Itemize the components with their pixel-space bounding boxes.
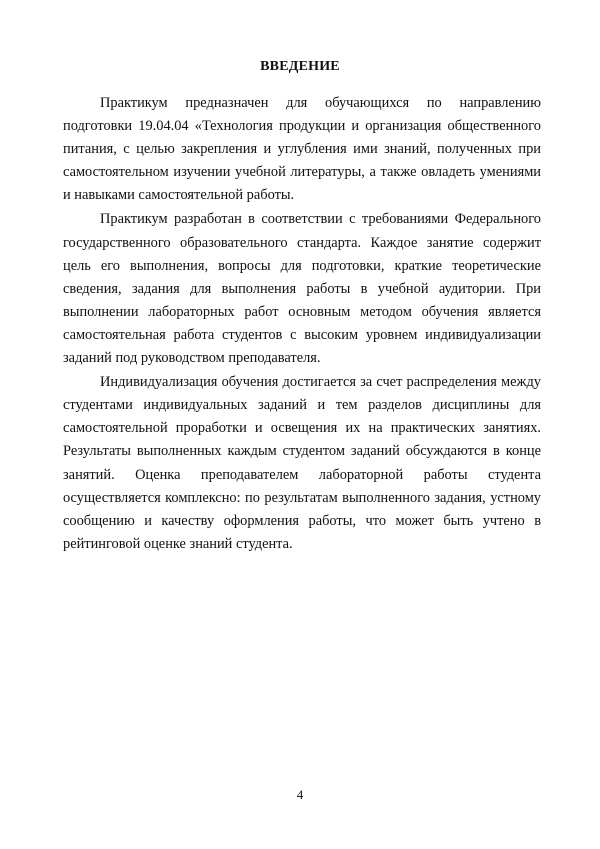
page-number: 4 — [296, 787, 304, 802]
body-text — [63, 92, 541, 556]
paragraph-2: Практикум разработан в соответствии с требованиями Федерального государственного образовательного стандарта. Каждое занятие содержит цель его выполнения, вопросы для подготовки, краткие теоретические сведения, задания для выполнения работы в учебной аудитории. При выполнении лабораторных работ основным методом обучения является самостоятельная работа студентов с высоким уровнем индивидуализации заданий под руководством преподавателя. — [63, 211, 541, 367]
page-title: ВВЕДЕНИЕ — [260, 59, 340, 74]
paragraph-3: Индивидуализация обучения достигается за счет распределения между студентами индивидуальных заданий и тем разделов дисциплины для самостоятельной проработки и освещения их на практических занятиях. Результаты выполненных каждым студентом заданий обсуждаются в конце занятий. Оценка преподавателем лабораторной работы студента осуществляется комплексно: по результатам выполненного задания, устному сообщению и качеству оформления работы, что может быть учтено в рейтинговой оценке знаний студента. — [63, 374, 541, 552]
paragraph-1: Практикум предназначен для обучающихся по направлению подготовки 19.04.04 «Технология продукции и организация общественного питания, с целью закрепления и углубления ими знаний, полученных при самостоятельном изучении учебной литературы, а также овладеть умениями и навыками самостоятельной работы. — [63, 95, 541, 204]
